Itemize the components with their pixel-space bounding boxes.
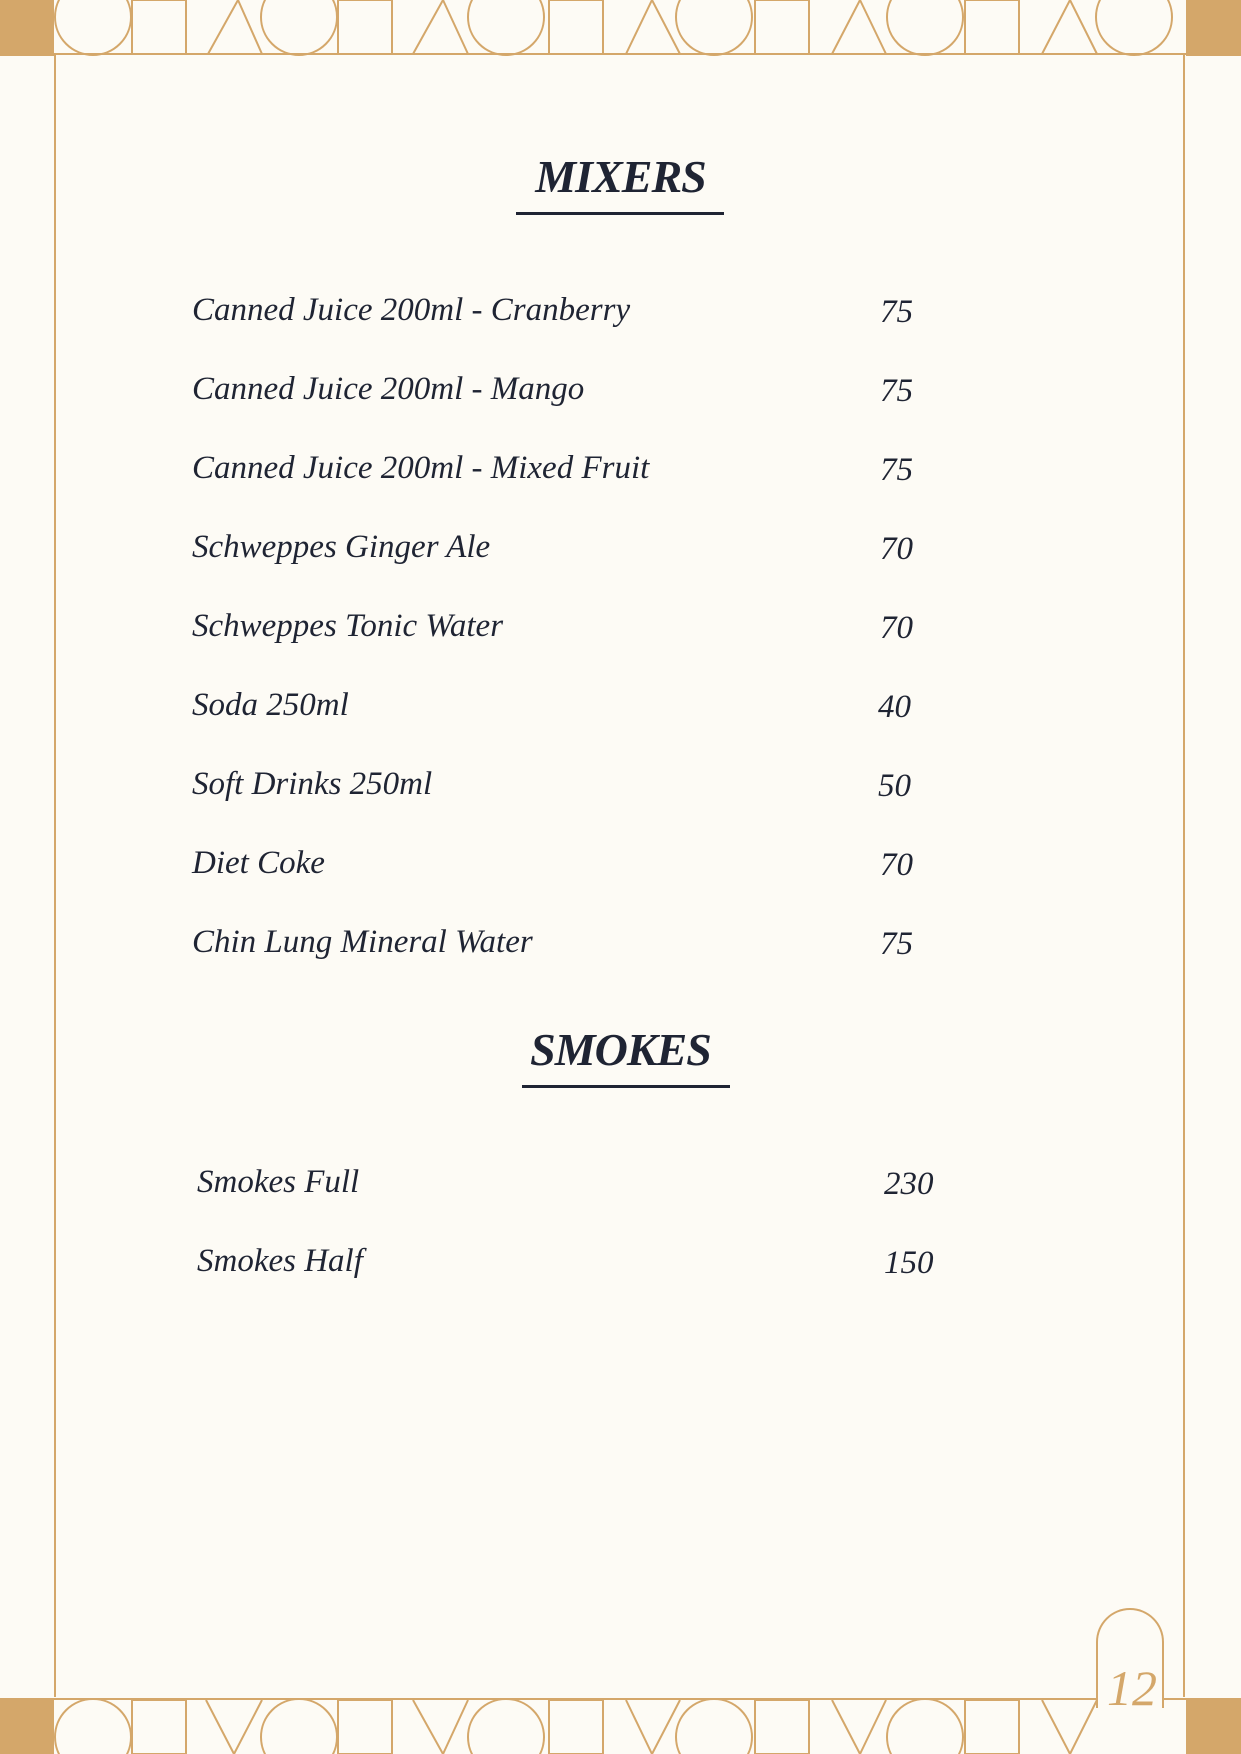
menu-item-name: Canned Juice 200ml - Cranberry <box>192 292 631 328</box>
menu-item-name: Diet Coke <box>192 845 325 881</box>
bottom-pattern-band <box>0 1698 1241 1754</box>
menu-item-price: 70 <box>880 847 913 883</box>
menu-item-name: Smokes Full <box>197 1164 360 1200</box>
menu-item-name: Chin Lung Mineral Water <box>192 924 533 960</box>
menu-item-name: Canned Juice 200ml - Mixed Fruit <box>192 450 650 486</box>
menu-item-price: 75 <box>880 373 913 409</box>
menu-item-price: 230 <box>884 1166 934 1202</box>
section-title-underline <box>522 1085 730 1088</box>
menu-item-name: Smokes Half <box>197 1243 363 1279</box>
section-title-smokes: SMOKES <box>530 1024 711 1075</box>
page-number: 12 <box>1107 1660 1157 1716</box>
menu-item-price: 70 <box>880 531 913 567</box>
menu-item-price: 40 <box>878 689 911 725</box>
menu-item-price: 150 <box>884 1245 934 1281</box>
menu-item-name: Canned Juice 200ml - Mango <box>192 371 585 407</box>
menu-item-name: Schweppes Tonic Water <box>192 608 504 644</box>
menu-item-price: 75 <box>880 926 913 962</box>
menu-item-price: 75 <box>880 294 913 330</box>
top-pattern-band <box>0 0 1241 56</box>
geometric-pattern-icon <box>0 0 1241 56</box>
menu-item-name: Schweppes Ginger Ale <box>192 529 491 565</box>
menu-item-price: 50 <box>878 768 911 804</box>
geometric-pattern-icon <box>0 1698 1241 1754</box>
menu-item-name: Soda 250ml <box>192 687 349 723</box>
section-title-underline <box>516 212 724 215</box>
section-title-mixers: MIXERS <box>535 151 706 202</box>
menu-item-price: 70 <box>880 610 913 646</box>
menu-item-name: Soft Drinks 250ml <box>192 766 433 802</box>
menu-item-price: 75 <box>880 452 913 488</box>
